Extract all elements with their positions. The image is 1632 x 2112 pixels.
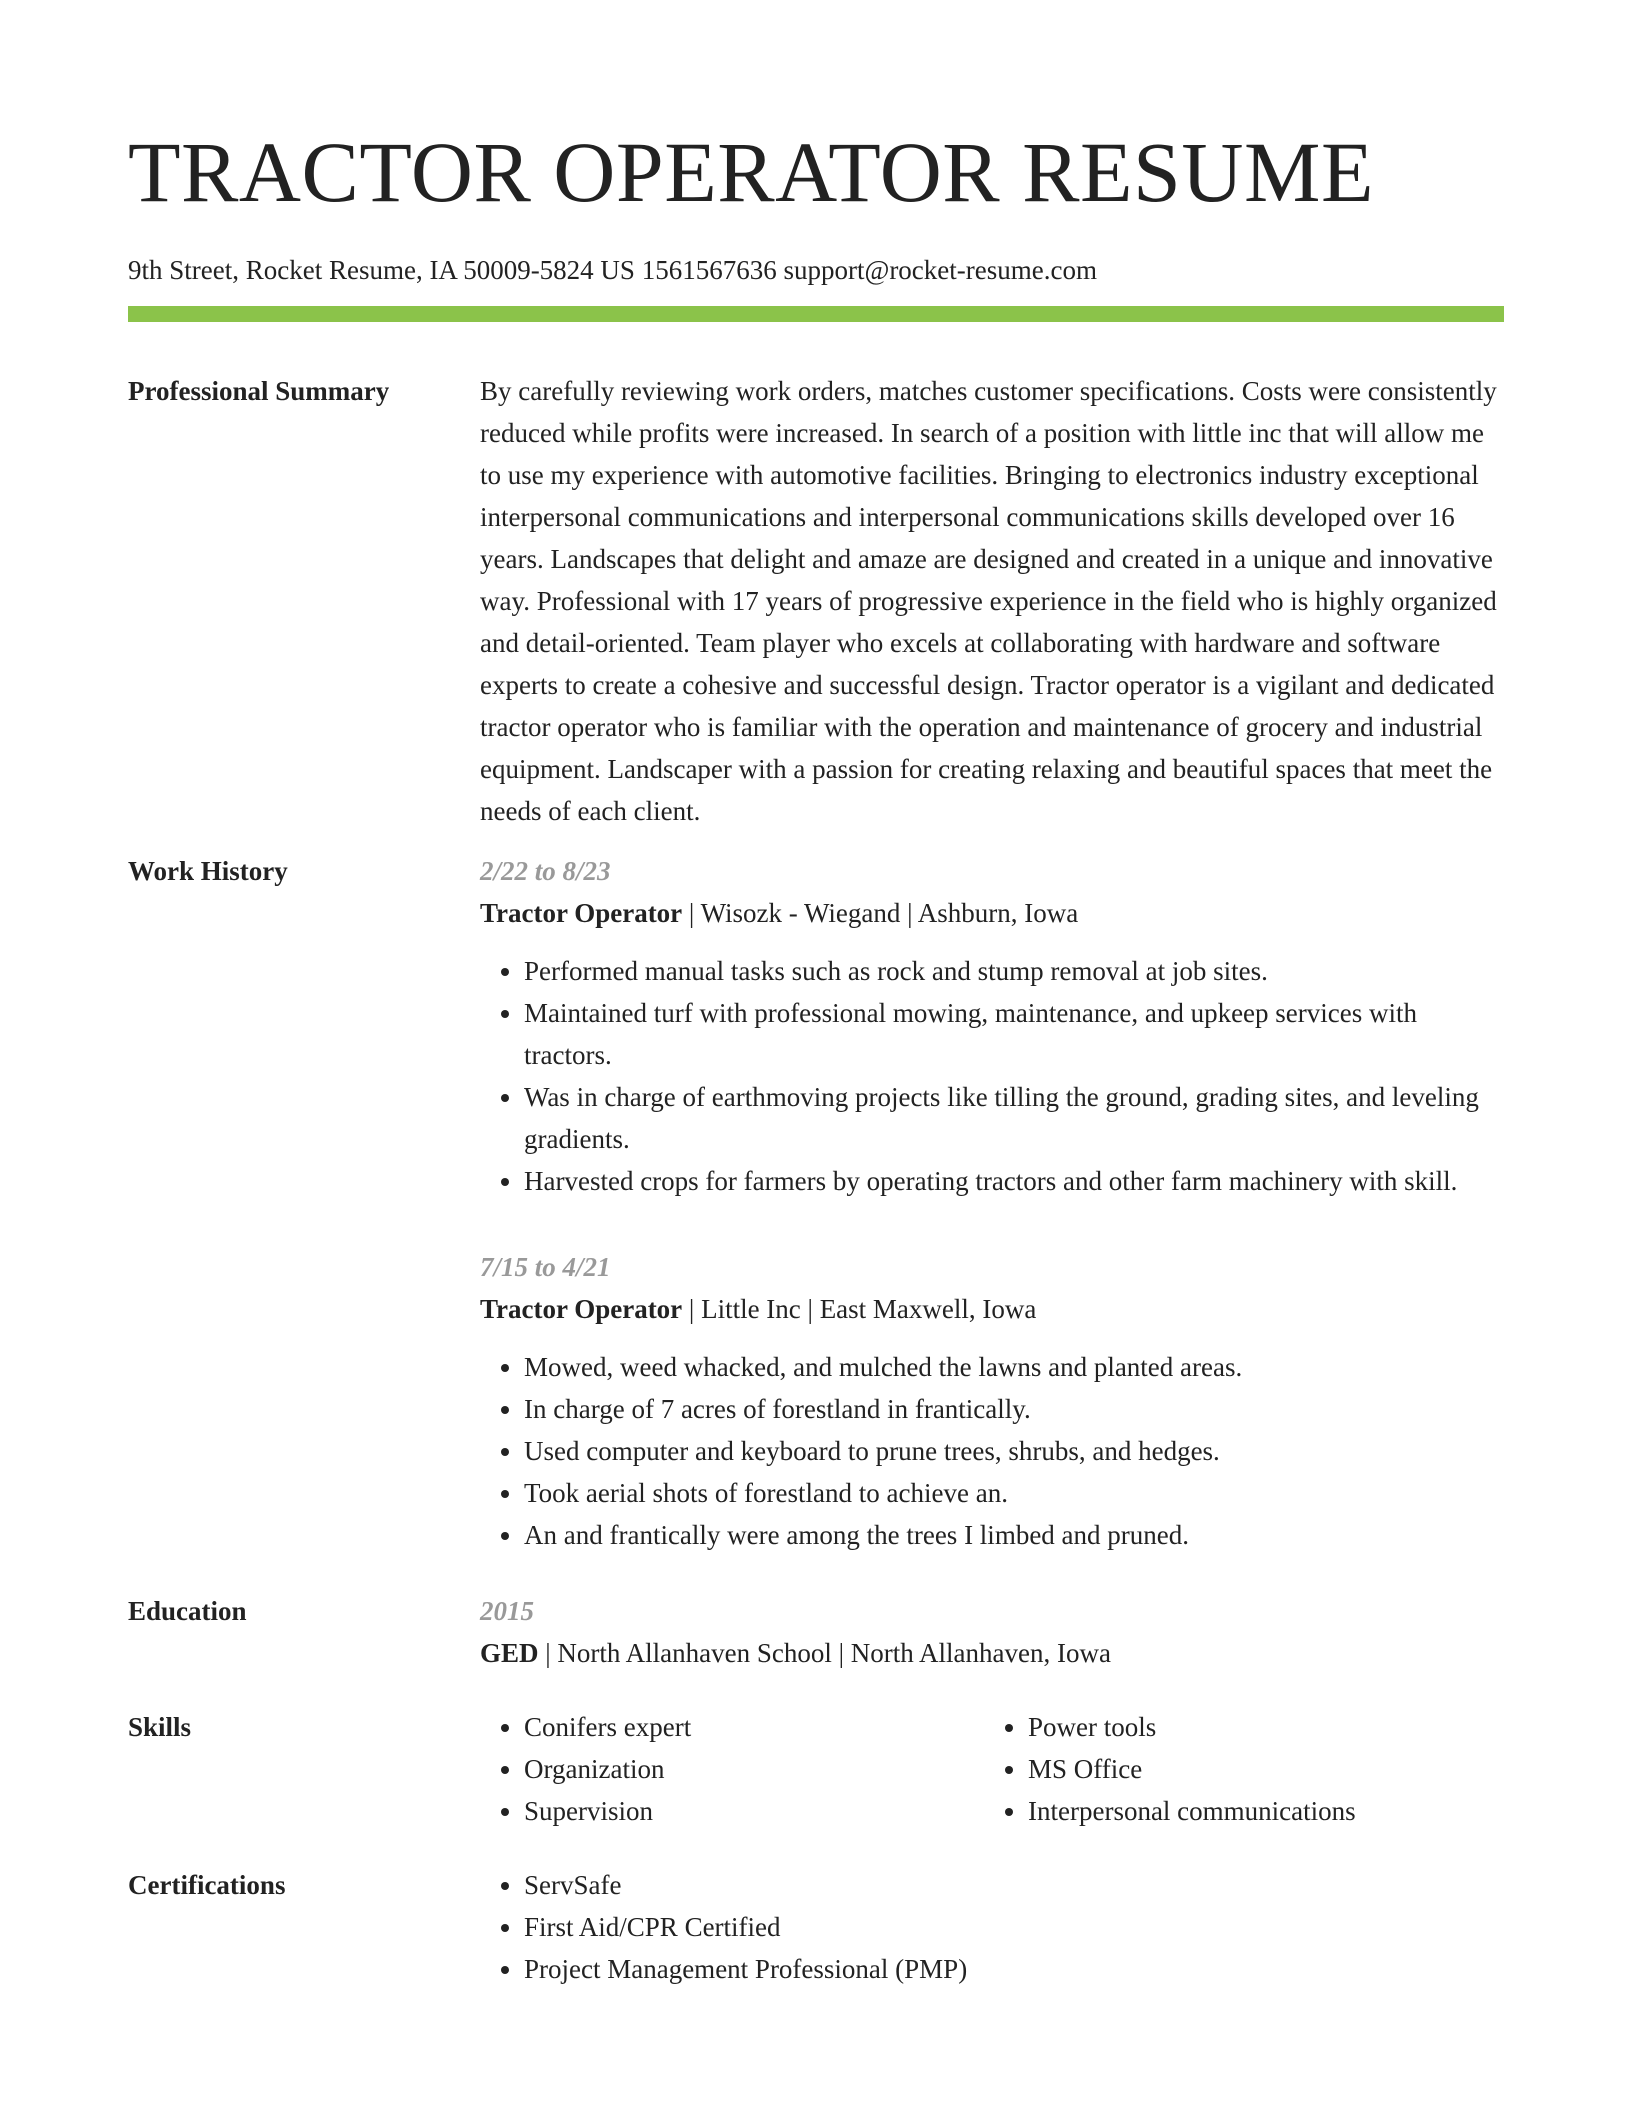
- skills-body: [480, 1706, 1504, 1832]
- education-degree: GED: [480, 1638, 539, 1668]
- certification-item: • Project Management Professional (PMP): [524, 1948, 1504, 1990]
- resume-title: TRACTOR OPERATOR RESUME: [128, 124, 1374, 220]
- job-duty: • An and frantically were among the trees I limbed and pruned.: [524, 1514, 1504, 1556]
- skill-item: • MS Office: [1028, 1748, 1488, 1790]
- job-duty: • Took aerial shots of forestland to achieve an.: [524, 1472, 1504, 1514]
- contact-line: 9th Street, Rocket Resume, IA 50009-5824 US 1561567636 support@rocket-resume.com: [128, 255, 1097, 285]
- job-duty: • Mowed, weed whacked, and mulched the lawns and planted areas.: [524, 1346, 1504, 1388]
- professional-summary-section: [128, 370, 1504, 832]
- certification-item: • First Aid/CPR Certified: [524, 1906, 1504, 1948]
- section-label-education: Education: [128, 1596, 247, 1626]
- job-title: Tractor Operator: [480, 898, 683, 928]
- education-year: 2015: [480, 1596, 534, 1626]
- education-body: [480, 1590, 1504, 1674]
- section-label-work: Work History: [128, 856, 288, 886]
- job-duty: • Was in charge of earthmoving projects like tilling the ground, grading sites, and leveling gradients.: [524, 1076, 1504, 1160]
- section-label-summary: Professional Summary: [128, 376, 390, 406]
- skill-item: • Power tools: [1028, 1706, 1488, 1748]
- job-heading: [480, 1288, 1504, 1330]
- job-title: Tractor Operator: [480, 1294, 683, 1324]
- header-divider: [128, 306, 1504, 322]
- job-duties-list: [480, 1346, 1504, 1556]
- job-employer-location: | Wisozk - Wiegand | Ashburn, Iowa: [682, 898, 1079, 928]
- job-duties-list: [480, 950, 1504, 1202]
- certifications-list: [480, 1864, 1504, 1990]
- section-label-certifications: Certifications: [128, 1870, 286, 1900]
- skills-list-right: [984, 1706, 1488, 1832]
- work-history-body: [480, 850, 1504, 1556]
- certifications-body: [480, 1864, 1504, 1990]
- skills-section: [128, 1706, 1504, 1832]
- education-heading: [480, 1632, 1504, 1674]
- certification-item: • ServSafe: [524, 1864, 1504, 1906]
- job-heading: [480, 892, 1504, 934]
- education-school-location: | North Allanhaven School | North Allanhaven, Iowa: [538, 1638, 1111, 1668]
- summary-text: By carefully reviewing work orders, matches customer specifications. Costs were consistently reduced while profits were increased. In search of a position with little inc that will allow me to use my experience with automotive facilities. Bringing to electronics industry exceptional interpersonal communications and interpersonal communications skills developed over 16 years. Landscapes that delight and amaze are designed and created in a unique and innovative way. Professional with 17 years of progressive experience in the field who is highly organized and detail-oriented. Team player who excels at collaborating with hardware and software experts to create a cohesive and successful design. Tractor operator is a vigilant and dedicated tractor operator who is familiar with the operation and maintenance of grocery and industrial equipment. Landscaper with a passion for creating relaxing and beautiful spaces that meet the needs of each client.: [480, 376, 1497, 826]
- job-duty: • Performed manual tasks such as rock and stump removal at job sites.: [524, 950, 1504, 992]
- job-dates: 2/22 to 8/23: [480, 856, 611, 886]
- education-section: [128, 1590, 1504, 1674]
- job-duty: • Harvested crops for farmers by operating tractors and other farm machinery with skill.: [524, 1160, 1504, 1202]
- skills-list-left: [480, 1706, 984, 1832]
- skill-item: • Conifers expert: [524, 1706, 984, 1748]
- job-employer-location: | Little Inc | East Maxwell, Iowa: [682, 1294, 1037, 1324]
- skill-item: • Supervision: [524, 1790, 984, 1832]
- job-duty: • Used computer and keyboard to prune trees, shrubs, and hedges.: [524, 1430, 1504, 1472]
- certifications-section: [128, 1864, 1504, 1990]
- section-label-skills: Skills: [128, 1712, 192, 1742]
- job-entry: [480, 850, 1504, 1202]
- job-duty: • Maintained turf with professional mowing, maintenance, and upkeep services with tractors.: [524, 992, 1504, 1076]
- skill-item: • Organization: [524, 1748, 984, 1790]
- job-dates: 7/15 to 4/21: [480, 1252, 611, 1282]
- job-entry: [480, 1246, 1504, 1556]
- job-duty: • In charge of 7 acres of forestland in frantically.: [524, 1388, 1504, 1430]
- skills-columns: [480, 1706, 1504, 1832]
- work-history-section: [128, 850, 1504, 1556]
- skill-item: • Interpersonal communications: [1028, 1790, 1488, 1832]
